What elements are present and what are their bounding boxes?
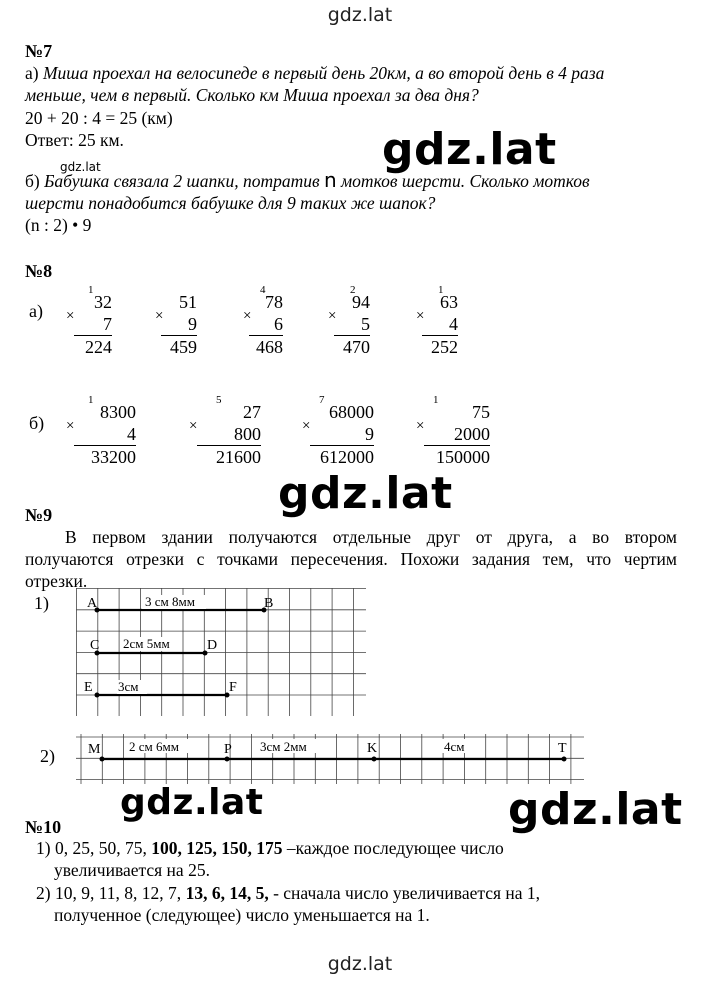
watermark-large: gdz.lat	[120, 782, 264, 823]
multiply-sign: ×	[328, 308, 337, 324]
underline-bar	[161, 335, 197, 336]
product: 150000	[436, 447, 490, 467]
factor-bottom: 5	[361, 314, 370, 334]
factor-top: 94	[352, 292, 370, 312]
multiplication-column	[328, 284, 370, 368]
label-point-b: B	[264, 596, 274, 611]
carry-digit: 1	[438, 284, 444, 296]
product: 252	[431, 337, 458, 357]
product: 33200	[91, 447, 136, 467]
factor-bottom: 6	[274, 314, 283, 334]
multiply-sign: ×	[416, 418, 425, 434]
task9-title: №9	[25, 505, 53, 525]
carry-digit: 7	[319, 394, 325, 406]
watermark-bottom: gdz.lat	[327, 953, 393, 975]
product: 612000	[320, 447, 374, 467]
task7-b-line2: шерсти понадобится бабушке для 9 таких же шапок?	[25, 193, 436, 213]
task10-line1: 1) 0, 25, 50, 75, 100, 125, 150, 175 –каждое последующее число	[36, 838, 504, 858]
underline-bar	[422, 335, 458, 336]
multiplication-column	[189, 394, 261, 478]
label-point-m: M	[88, 742, 101, 757]
task8-row-a-label: а)	[29, 301, 43, 321]
point-k	[372, 757, 377, 762]
label-point-p: P	[224, 742, 232, 757]
multiplication-column	[66, 394, 136, 478]
multiplication-column	[416, 284, 458, 368]
task9-text-line1: В первом здании получаются отдельные друг от друга, а во втором	[65, 527, 677, 547]
carry-digit: 2	[350, 284, 356, 296]
label-length-kt: 4см	[444, 739, 465, 754]
task7-a-solution: 20 + 20 : 4 = 25 (км)	[25, 108, 173, 128]
label-point-t: T	[558, 741, 567, 756]
task8-title: №8	[25, 261, 53, 281]
label-point-a: A	[87, 596, 98, 611]
factor-top: 63	[440, 292, 458, 312]
multiplication-column	[66, 284, 112, 368]
product: 21600	[216, 447, 261, 467]
task7-a-line1: а) Миша проехал на велосипеде в первый день 20км, а во второй день в 4 раза	[25, 63, 605, 83]
watermark-small: gdz.lat	[60, 160, 101, 174]
label-point-f: F	[229, 680, 237, 695]
factor-bottom: 800	[234, 424, 261, 444]
factor-bottom: 9	[188, 314, 197, 334]
factor-bottom: 2000	[454, 424, 490, 444]
multiply-sign: ×	[155, 308, 164, 324]
factor-top: 32	[94, 292, 112, 312]
carry-digit: 1	[88, 284, 94, 296]
underline-bar	[424, 445, 490, 446]
task9-text-line3: отрезки.	[25, 571, 88, 591]
product: 468	[256, 337, 283, 357]
label-point-d: D	[207, 638, 218, 653]
watermark-large: gdz.lat	[278, 468, 453, 519]
underline-bar	[74, 445, 136, 446]
task7-a-line2: меньше, чем в первый. Сколько км Миша проехал за два дня?	[25, 85, 479, 105]
underline-bar	[74, 335, 112, 336]
task7-title: №7	[25, 41, 53, 61]
multiply-sign: ×	[66, 418, 75, 434]
watermark-top: gdz.lat	[327, 4, 393, 26]
carry-digit: 1	[88, 394, 94, 406]
multiply-sign: ×	[189, 418, 198, 434]
task8-row-b-label: б)	[29, 413, 45, 433]
label-length-mp: 2 см 6мм	[129, 739, 179, 754]
task9-figure1-label: 1)	[34, 593, 49, 613]
task9-figure2-grid	[76, 734, 584, 786]
product: 224	[85, 337, 112, 357]
factor-bottom: 7	[103, 314, 112, 334]
label-point-c: C	[90, 638, 100, 653]
product: 470	[343, 337, 370, 357]
point-t	[562, 757, 567, 762]
task10-line1-cont: увеличивается на 25.	[54, 860, 210, 880]
label-point-e: E	[84, 680, 93, 695]
factor-bottom: 4	[449, 314, 458, 334]
factor-bottom: 4	[127, 424, 136, 444]
multiply-sign: ×	[243, 308, 252, 324]
watermark-large: gdz.lat	[382, 124, 557, 175]
point-e	[95, 693, 100, 698]
multiplication-column	[302, 394, 374, 478]
factor-top: 8300	[100, 402, 136, 422]
factor-top: 75	[472, 402, 490, 422]
carry-digit: 1	[433, 394, 439, 406]
task10-title: №10	[25, 817, 62, 837]
underline-bar	[310, 445, 374, 446]
multiply-sign: ×	[302, 418, 311, 434]
underline-bar	[197, 445, 261, 446]
multiplication-column	[243, 284, 283, 368]
multiplication-column	[416, 394, 490, 478]
watermark-large: gdz.lat	[508, 784, 683, 835]
multiply-sign: ×	[416, 308, 425, 324]
task7-b-line1: б) Бабушка связала 2 шапки, потратив n мотков шерсти. Сколько мотков	[25, 168, 590, 192]
multiply-sign: ×	[66, 308, 75, 324]
multiplication-column	[155, 288, 197, 368]
point-m	[100, 757, 105, 762]
label-length-cd: 2см 5мм	[123, 636, 170, 651]
task9-figure2-label: 2)	[40, 746, 55, 766]
label-length-pk: 3см 2мм	[260, 739, 307, 754]
task10-line2-cont: полученное (следующее) число уменьшается на 1.	[54, 905, 430, 925]
task9-figure1-grid	[76, 588, 372, 718]
task10-line2: 2) 10, 9, 11, 8, 12, 7, 13, 6, 14, 5, - сначала число увеличивается на 1,	[36, 883, 541, 903]
factor-top: 78	[265, 292, 283, 312]
factor-bottom: 9	[365, 424, 374, 444]
task9-text-line2: получаются отрезки с точками пересечения. Похожи задания тем, что чертим	[25, 549, 677, 569]
label-length-ef: 3см	[118, 679, 139, 694]
factor-top: 51	[179, 292, 197, 312]
carry-digit: 4	[260, 284, 266, 296]
factor-top: 68000	[329, 402, 374, 422]
factor-top: 27	[243, 402, 261, 422]
label-point-k: K	[367, 741, 378, 756]
point-p	[225, 757, 230, 762]
product: 459	[170, 337, 197, 357]
task7-b-solution: (n : 2) • 9	[25, 215, 92, 235]
underline-bar	[334, 335, 370, 336]
task7-a-answer: Ответ: 25 км.	[25, 130, 124, 150]
underline-bar	[249, 335, 283, 336]
carry-digit: 5	[216, 394, 222, 406]
label-length-ab: 3 см 8мм	[145, 594, 195, 609]
